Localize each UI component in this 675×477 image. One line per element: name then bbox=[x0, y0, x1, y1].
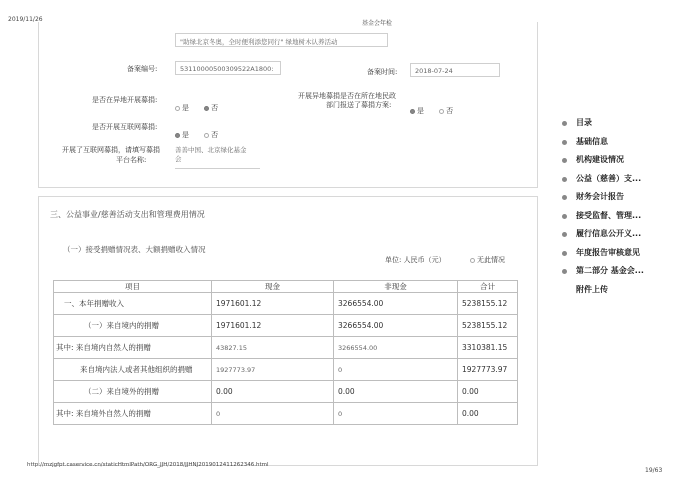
col-header-total: 合计 bbox=[458, 281, 518, 293]
record-time-label: 备案时间: bbox=[367, 68, 398, 76]
remote-yes-option[interactable]: 是 bbox=[175, 104, 189, 112]
bullet-icon bbox=[562, 177, 567, 182]
currency-unit: 单位: 人民币（元） bbox=[385, 256, 446, 264]
radio-icon[interactable] bbox=[470, 258, 475, 263]
bullet-icon bbox=[562, 140, 567, 145]
remote-report-label-line1: 开展异地募捐是否在所在地民政 bbox=[298, 92, 396, 100]
cell-total: 5238155.12 bbox=[458, 315, 518, 337]
cell-total: 0.00 bbox=[458, 403, 518, 425]
internet-fundraising-label: 是否开展互联网募捐: bbox=[92, 123, 158, 131]
radio-icon[interactable] bbox=[204, 133, 209, 138]
cell-cash: 1971601.12 bbox=[212, 315, 334, 337]
nav-item-audit-opinion[interactable]: 年度报告审核意见 bbox=[562, 244, 644, 263]
print-date: 2019/11/26 bbox=[8, 16, 43, 23]
remote-report-options bbox=[410, 98, 463, 117]
donation-income-table bbox=[53, 280, 518, 425]
platform-name-field[interactable]: 善善中国、北京绿化基金 会 bbox=[175, 146, 260, 169]
remote-fundraising-label: 是否在异地开展募捐: bbox=[92, 96, 158, 104]
internet-fundraising-options bbox=[175, 122, 228, 141]
cell-noncash: 0.00 bbox=[334, 381, 458, 403]
remote-fundraising-options bbox=[175, 95, 228, 114]
cell-total: 5238155.12 bbox=[458, 293, 518, 315]
nav-item-org-building[interactable]: 机构建设情况 bbox=[562, 151, 644, 170]
bullet-icon bbox=[562, 251, 567, 256]
project-name-field[interactable]: "助绿北京冬奥，全时便利添您同行" 绿地树木认养活动 bbox=[175, 33, 388, 47]
nav-item-supervision[interactable]: 接受监督、管理... bbox=[562, 207, 644, 226]
report-yes-option[interactable]: 是 bbox=[410, 107, 424, 115]
internet-yes-option[interactable]: 是 bbox=[175, 131, 189, 139]
remote-report-label-line2: 部门报送了募捐方案: bbox=[326, 101, 392, 109]
cell-noncash: 3266554.00 bbox=[334, 315, 458, 337]
cell-cash-input[interactable]: 0 bbox=[212, 403, 334, 425]
radio-icon[interactable] bbox=[175, 106, 180, 111]
nav-item-part-two[interactable]: 第二部分 基金会... bbox=[562, 262, 644, 281]
report-no-option[interactable]: 否 bbox=[439, 107, 453, 115]
radio-checked-icon[interactable] bbox=[204, 106, 209, 111]
table-row bbox=[54, 337, 518, 359]
section-3-subtitle: （一）接受捐赠情况表、大额捐赠收入情况 bbox=[63, 245, 206, 254]
col-header-noncash: 非现金 bbox=[334, 281, 458, 293]
platform-label-line2: 平台名称: bbox=[116, 156, 147, 164]
record-no-field[interactable]: 53110000500309522A1800: bbox=[175, 61, 281, 75]
cell-noncash: 3266554.00 bbox=[334, 293, 458, 315]
nav-item-disclosure[interactable]: 履行信息公开义... bbox=[562, 225, 644, 244]
internet-no-option[interactable]: 否 bbox=[204, 131, 218, 139]
bullet-icon bbox=[562, 269, 567, 274]
nav-item-charity-spending[interactable]: 公益（慈善）支... bbox=[562, 170, 644, 189]
cell-item: 一、本年捐赠收入 bbox=[54, 293, 212, 315]
cell-item: （一）来自境内的捐赠 bbox=[54, 315, 212, 337]
page-number: 19/63 bbox=[645, 467, 663, 474]
record-no-label: 备案编号: bbox=[127, 65, 158, 73]
cell-cash-input[interactable]: 1927773.97 bbox=[212, 359, 334, 381]
col-header-item: 项目 bbox=[54, 281, 212, 293]
table-row bbox=[54, 381, 518, 403]
cell-noncash-input[interactable]: 0 bbox=[334, 359, 458, 381]
cell-item: 其中: 来自境内自然人的捐赠 bbox=[54, 337, 212, 359]
cell-cash: 1971601.12 bbox=[212, 293, 334, 315]
radio-icon[interactable] bbox=[439, 109, 444, 114]
cell-total: 1927773.97 bbox=[458, 359, 518, 381]
table-header-row bbox=[54, 281, 518, 293]
nav-item-attachment[interactable]: 附件上传 bbox=[576, 284, 608, 294]
nav-item-toc[interactable]: 目录 bbox=[562, 114, 644, 133]
cell-noncash-input[interactable]: 3266554.00 bbox=[334, 337, 458, 359]
table-row bbox=[54, 359, 518, 381]
bullet-icon bbox=[562, 214, 567, 219]
table-row bbox=[54, 315, 518, 337]
bullet-icon bbox=[562, 158, 567, 163]
record-time-field[interactable]: 2018-07-24 bbox=[410, 63, 500, 77]
no-info-option[interactable]: 无此情况 bbox=[470, 255, 505, 265]
nav-item-financial-report[interactable]: 财务会计报告 bbox=[562, 188, 644, 207]
cell-item: 其中: 来自境外自然人的捐赠 bbox=[54, 403, 212, 425]
cell-total: 0.00 bbox=[458, 381, 518, 403]
bullet-icon bbox=[562, 195, 567, 200]
radio-checked-icon[interactable] bbox=[175, 133, 180, 138]
table-row bbox=[54, 293, 518, 315]
table-row bbox=[54, 403, 518, 425]
radio-checked-icon[interactable] bbox=[410, 109, 415, 114]
nav-item-basic-info[interactable]: 基础信息 bbox=[562, 133, 644, 152]
col-header-cash: 现金 bbox=[212, 281, 334, 293]
cell-cash: 0.00 bbox=[212, 381, 334, 403]
cell-total: 3310381.15 bbox=[458, 337, 518, 359]
side-nav bbox=[562, 114, 644, 299]
page-url: http://mzjgfpt.caservice.cn/staticHtmlPath/ORG_JJH/2018/JJHNJ2019012411262346.html bbox=[27, 462, 269, 468]
document-title: 基金会年检 bbox=[362, 20, 393, 27]
platform-label-line1: 开展了互联网募捐，请填写募捐 bbox=[62, 146, 160, 154]
remote-no-option[interactable]: 否 bbox=[204, 104, 218, 112]
cell-noncash-input[interactable]: 0 bbox=[334, 403, 458, 425]
section-3-title: 三、公益事业/慈善活动支出和管理费用情况 bbox=[50, 210, 205, 219]
bullet-icon bbox=[562, 121, 567, 126]
cell-item: （二）来自境外的捐赠 bbox=[54, 381, 212, 403]
bullet-icon bbox=[562, 232, 567, 237]
cell-cash-input[interactable]: 43827.15 bbox=[212, 337, 334, 359]
cell-item: 来自境内法人或者其他组织的捐赠 bbox=[54, 359, 212, 381]
